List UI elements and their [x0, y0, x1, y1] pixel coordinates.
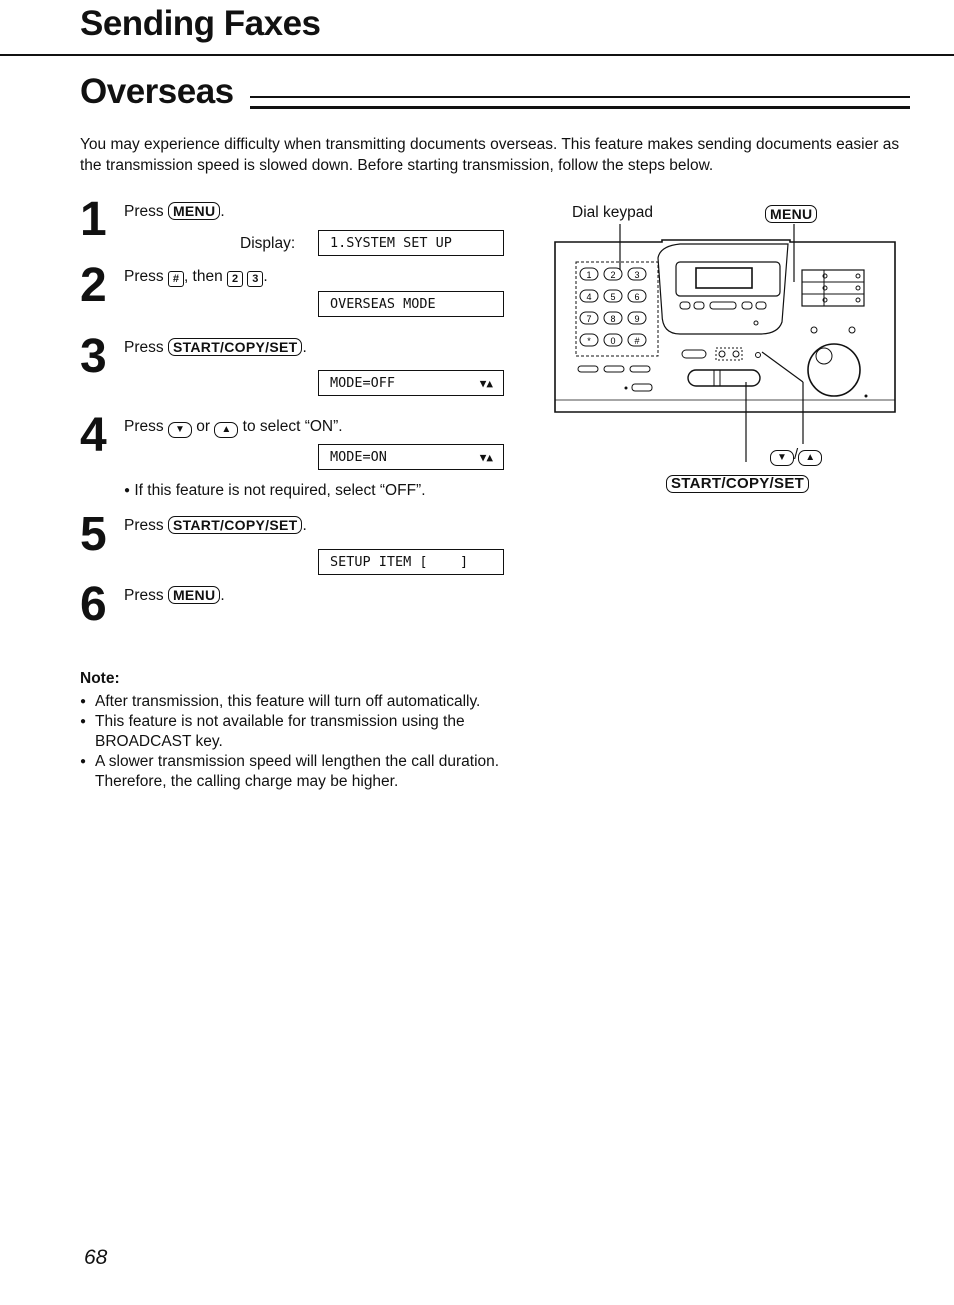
- diagram-menu-label: MENU: [765, 205, 817, 223]
- step-number-5: 5: [80, 508, 107, 561]
- step-4-or: or: [196, 418, 211, 435]
- key-3-icon: 3: [247, 271, 263, 287]
- keypad-key-hash: #: [634, 336, 640, 346]
- keypad-key-9: 9: [634, 314, 640, 324]
- lcd-text-3: MODE=OFF: [330, 375, 396, 391]
- lcd-display-5: [318, 549, 504, 575]
- step-6-end: .: [220, 587, 225, 604]
- header-title: Sending Faxes: [80, 4, 321, 43]
- note-title: Note:: [80, 670, 120, 687]
- header-rule: [0, 54, 954, 56]
- keypad-key-4: 4: [586, 292, 592, 302]
- lcd-text-1: 1.SYSTEM SET UP: [330, 235, 452, 251]
- lcd-text-4: MODE=ON: [330, 449, 387, 465]
- step-1-instruction: [124, 202, 225, 222]
- lcd-display-3: [318, 370, 504, 396]
- keypad-key-0: 0: [610, 336, 616, 346]
- step-number-1: 1: [80, 193, 107, 246]
- key-2-icon: 2: [227, 271, 243, 287]
- step-4-bullet: [124, 482, 426, 500]
- keypad-key-1: 1: [586, 270, 592, 280]
- step-6-instruction: [124, 586, 225, 606]
- keypad-key-5: 5: [610, 292, 616, 302]
- diagram-start-label: START/COPY/SET: [666, 475, 809, 493]
- lcd-text-2: OVERSEAS MODE: [330, 296, 436, 312]
- note-item: ● This feature is not available for transmission using the BROADCAST key.: [80, 712, 510, 752]
- keypad-key-star: *: [587, 336, 591, 346]
- display-label: Display:: [240, 235, 296, 252]
- step-5-end: .: [302, 517, 307, 534]
- note-item: ● After transmission, this feature will turn off automatically.: [80, 692, 510, 712]
- step-3-end: .: [302, 339, 307, 356]
- step-5-instruction: [124, 516, 307, 536]
- up-key-icon: ▲: [798, 450, 822, 466]
- keypad-key-8: 8: [610, 314, 616, 324]
- section-rule: [250, 96, 910, 109]
- intro-paragraph: You may experience difficulty when transmitting documents overseas. This feature makes sending documents easier as the transmission speed is slowed down. Before starting transmission, follow the steps below.: [80, 136, 900, 174]
- fax-machine-illustration: [550, 222, 900, 462]
- step-number-2: 2: [80, 259, 107, 312]
- step-4-press: Press: [124, 418, 164, 435]
- step-4-bullet-text: If this feature is not required, select “OFF”.: [134, 482, 426, 499]
- step-2-end: .: [263, 268, 268, 285]
- arrows-sep: /: [794, 446, 799, 463]
- step-number-3: 3: [80, 330, 107, 383]
- step-number-6: 6: [80, 578, 107, 631]
- section-title: Overseas: [80, 72, 234, 111]
- step-4-instruction: [124, 417, 343, 438]
- lcd-display-2: [318, 291, 504, 317]
- bullet-icon: ●: [124, 485, 131, 496]
- lcd-display-4: [318, 444, 504, 470]
- start-copy-set-key-icon: START/COPY/SET: [168, 338, 303, 356]
- step-1-end: .: [220, 203, 225, 220]
- keypad-key-2: 2: [610, 270, 616, 280]
- keypad-keys: [580, 268, 646, 346]
- keypad-key-3: 3: [634, 270, 640, 280]
- down-key-icon: ▼: [168, 422, 192, 438]
- step-2-then: , then: [183, 268, 223, 285]
- step-3-instruction: [124, 338, 307, 358]
- lcd-display-1: [318, 230, 504, 256]
- dial-keypad-label: Dial keypad: [572, 204, 653, 221]
- menu-key-icon: MENU: [168, 586, 220, 604]
- hash-key-icon: #: [168, 271, 184, 287]
- step-number-4: 4: [80, 409, 107, 462]
- step-3-press: Press: [124, 339, 164, 356]
- step-2-press: Press: [124, 268, 164, 285]
- menu-key-icon: MENU: [168, 202, 220, 220]
- start-copy-set-key-icon: START/COPY/SET: [168, 516, 303, 534]
- lcd-text-5: SETUP ITEM [ ]: [330, 554, 469, 570]
- step-5-press: Press: [124, 517, 164, 534]
- step-4-tail: to select “ON”.: [242, 418, 343, 435]
- keypad-key-7: 7: [586, 314, 592, 324]
- page-number: 68: [84, 1246, 108, 1269]
- up-key-icon: ▲: [214, 422, 238, 438]
- note-list: [80, 692, 510, 792]
- keypad-key-6: 6: [634, 292, 640, 302]
- step-1-press: Press: [124, 203, 164, 220]
- lcd-arrows-4: ▼▲: [479, 451, 493, 464]
- step-2-instruction: [124, 267, 268, 287]
- lcd-arrows-3: ▼▲: [479, 377, 493, 390]
- step-6-press: Press: [124, 587, 164, 604]
- down-key-icon: ▼: [770, 450, 794, 466]
- note-item: ● A slower transmission speed will lengthen the call duration. Therefore, the calling charge may be higher.: [80, 752, 510, 792]
